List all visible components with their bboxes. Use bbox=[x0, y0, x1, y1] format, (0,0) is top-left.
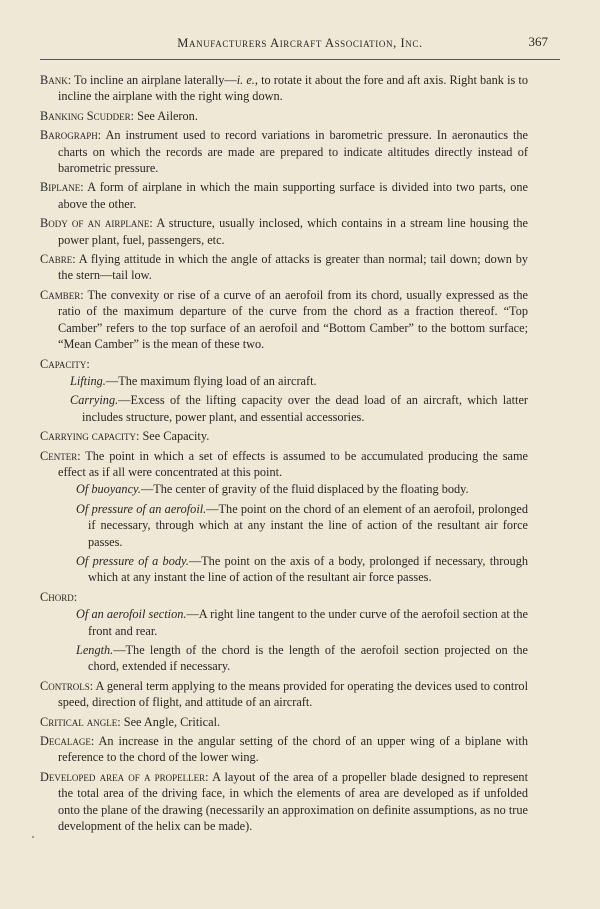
entry-term: Developed area of a propeller bbox=[40, 769, 206, 784]
entry-term: Controls bbox=[40, 678, 90, 693]
entry-italic: i. e., bbox=[236, 73, 258, 87]
entry-capacity bbox=[40, 356, 528, 372]
sub-entry-term: Lifting. bbox=[70, 373, 106, 388]
entry-term: Critical angle bbox=[40, 714, 118, 729]
entry-camber bbox=[40, 287, 528, 353]
sub-entry-term: Length. bbox=[76, 643, 114, 657]
sub-entry bbox=[40, 642, 528, 675]
sub-entry-text: —The length of the chord is the length of the aerofoil section projected on the chord, extended if necessary. bbox=[88, 643, 528, 674]
entry-text: : A flying attitude in which the angle of attacks is greater than normal; tail down; down by the stern—tail low. bbox=[58, 252, 528, 283]
entry-term: Chord bbox=[40, 589, 74, 604]
sub-entry-text: —A right line tangent to the under curve of the aerofoil section at the front and rear. bbox=[88, 607, 528, 638]
entry-decalage bbox=[40, 733, 528, 766]
entry-center bbox=[40, 448, 528, 481]
entry-term: Bank bbox=[40, 73, 68, 87]
page-number: 367 bbox=[528, 34, 548, 49]
entry-term: Center bbox=[40, 448, 78, 463]
entry-controls bbox=[40, 678, 528, 711]
sub-entry-term: Of buoyancy. bbox=[76, 482, 141, 497]
entry-text: : A layout of the area of a propeller blade designed to represent the total area of the driving face, in which the elements of area are developed as if unfolded onto the plane of the drawing (necessarily an approximation on definite assumptions, as no true development of the helix can be made). bbox=[58, 769, 528, 834]
entry-text: : To incline an airplane laterally— bbox=[67, 73, 237, 87]
entry-text: : An instrument used to record variations in barometric pressure. In aeronautics the charts on which the records are made are prepared to indicate altitudes directly instead of barometric pressure. bbox=[58, 128, 528, 176]
entry-term: Banking Scudder bbox=[40, 108, 131, 123]
sub-entry-text: —The point on the axis of a body, prolonged if necessary, through which at any instant the line of action of the resultant air force passes. bbox=[88, 553, 528, 585]
sub-entry-term: Carrying. bbox=[70, 393, 119, 408]
entry-text: : A general term applying to the means provided for operating the devices used to control speed, direction of flight, and attitude of an aircraft. bbox=[58, 678, 528, 710]
entry-text: : A form of airplane in which the main supporting surface is divided into two parts, one above the other. bbox=[58, 180, 528, 211]
entry-term: Capacity bbox=[40, 356, 87, 371]
entry-text: : The point in which a set of effects is assumed to be accumulated producing the same effect as if all were concentrated at this point. bbox=[58, 448, 528, 479]
entry-biplane bbox=[40, 179, 528, 212]
entry-text: : See Aileron. bbox=[130, 108, 198, 123]
entry-banking-scudder bbox=[40, 108, 528, 124]
entry-term: Cabre bbox=[40, 252, 73, 267]
sub-entry bbox=[40, 392, 528, 425]
entry-text: to rotate it about the fore and aft axis. Right bank is to incline the airplane with the right wing down. bbox=[58, 73, 528, 104]
entry-text: : See Angle, Critical. bbox=[117, 714, 221, 729]
entry-text: : bbox=[86, 356, 90, 371]
entry-chord bbox=[40, 589, 528, 605]
entry-term: Carrying capacity bbox=[40, 429, 136, 444]
sub-entry bbox=[40, 373, 528, 389]
entry-barograph bbox=[40, 127, 528, 176]
sub-entry bbox=[40, 606, 528, 639]
entry-text: : A structure, usually inclosed, which contains in a stream line housing the power plant, fuel, passengers, etc. bbox=[58, 216, 528, 247]
entry-text: : bbox=[73, 589, 78, 604]
sub-entry-term: Of pressure of a body. bbox=[76, 553, 189, 568]
entry-critical-angle bbox=[40, 714, 528, 730]
entry-term: Decalage bbox=[40, 734, 91, 749]
running-head bbox=[40, 33, 560, 60]
entry-text: : The convexity or rise of a curve of an aerofoil from its chord, usually expressed as the ratio of the maximum departure of the curve from the chord as a fraction thereof. “Top Camber” refers to the top surface of an aerofoil and “Bottom Camber” to the bottom surface; “Mean Camber” is the mean of these two. bbox=[58, 287, 528, 352]
sub-entry-text: —The center of gravity of the fluid displaced by the floating body. bbox=[140, 482, 469, 497]
entry-term: Camber bbox=[40, 287, 81, 302]
glossary-body bbox=[40, 72, 528, 837]
entry-bank bbox=[40, 72, 528, 105]
paper-speck bbox=[32, 836, 34, 838]
entry-text: : An increase in the angular setting of the chord of an upper wing of a biplane with reference to the chord of the lower wing. bbox=[58, 734, 528, 765]
entry-term: Biplane bbox=[40, 180, 81, 195]
sub-entry bbox=[40, 501, 528, 550]
entry-developed-area bbox=[40, 769, 528, 835]
sub-entry-text: —The point on the chord of an element of an aerofoil, prolonged if necessary, through which at any instant the line of action of the resultant air force passes. bbox=[88, 501, 528, 549]
entry-cabre bbox=[40, 251, 528, 284]
running-head-title: Manufacturers Aircraft Association, Inc. bbox=[177, 36, 423, 50]
entry-term: Barograph bbox=[40, 128, 98, 143]
entry-text: : See Capacity. bbox=[135, 429, 210, 444]
entry-carrying-capacity bbox=[40, 428, 528, 444]
sub-entry-term: Of pressure of an aerofoil. bbox=[76, 501, 207, 516]
sub-entry-text: —Excess of the lifting capacity over the dead load of an aircraft, which latter includes structure, power plant, and essential accessories. bbox=[82, 393, 528, 424]
entry-body bbox=[40, 215, 528, 248]
entry-term: Body of an airplane bbox=[40, 216, 150, 231]
sub-entry bbox=[40, 553, 528, 586]
sub-entry bbox=[40, 481, 528, 497]
sub-entry-term: Of an aerofoil section. bbox=[76, 607, 187, 622]
sub-entry-text: —The maximum flying load of an aircraft. bbox=[105, 373, 317, 388]
